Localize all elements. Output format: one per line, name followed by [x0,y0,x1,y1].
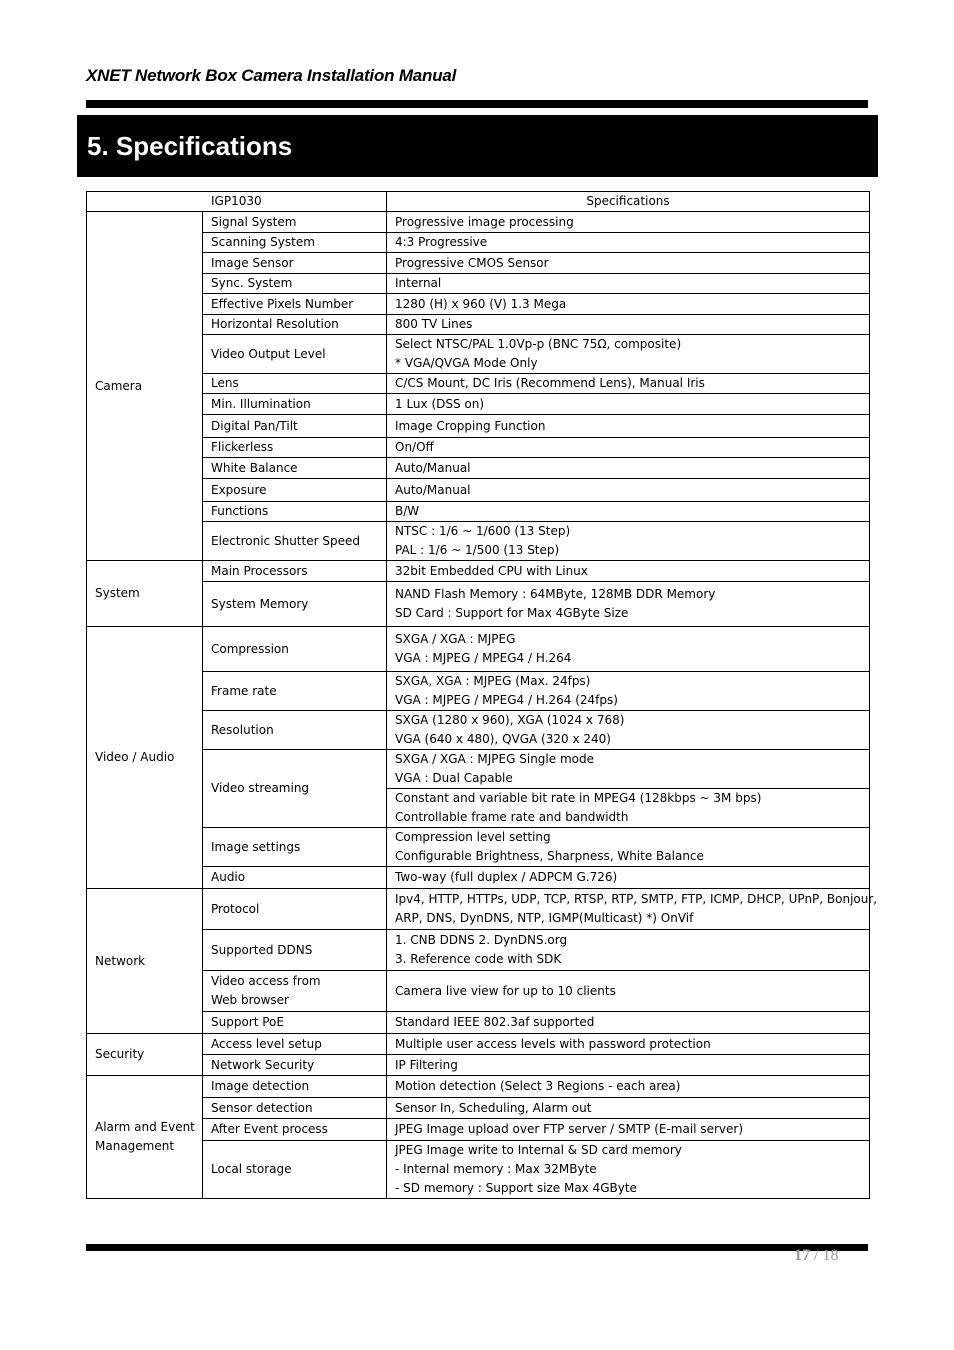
spec-value: Auto/Manual [387,458,870,479]
spec-value-line: - SD memory : Support size Max 4GByte [395,1181,637,1195]
table-row [87,561,870,582]
table-row [87,711,870,750]
spec-value [387,627,870,672]
spec-value: Sensor In, Scheduling, Alarm out [387,1098,870,1119]
spec-header: Specifications [387,192,870,212]
spec-value: JPEG Image upload over FTP server / SMTP (E-mail server) [387,1119,870,1141]
table-row [87,750,870,789]
spec-value [387,672,870,711]
spec-item: After Event process [203,1119,387,1141]
spec-item: Video Output Level [203,335,387,374]
spec-item: Digital Pan/Tilt [203,415,387,438]
table-row [87,1055,870,1076]
spec-item: Network Security [203,1055,387,1076]
table-row [87,502,870,522]
category-network: Network [87,889,203,1034]
category-line: Alarm and Event [95,1120,195,1134]
table-row [87,971,870,1012]
page-current: 17 [794,1247,810,1264]
spec-item: Compression [203,627,387,672]
spec-item: Image detection [203,1076,387,1098]
spec-value [387,750,870,789]
spec-value-line: ARP, DNS, DynDNS, NTP, IGMP(Multicast) *) OnVif [395,911,694,925]
spec-value-line: SXGA, XGA : MJPEG (Max. 24fps) [395,674,591,688]
spec-value: Multiple user access levels with password protection [387,1034,870,1055]
spec-value: B/W [387,502,870,522]
spec-value: On/Off [387,438,870,458]
spec-item: Support PoE [203,1012,387,1034]
spec-value: 1 Lux (DSS on) [387,394,870,415]
category-camera: Camera [87,212,203,561]
spec-value-line: Select NTSC/PAL 1.0Vp-p (BNC 75Ω, composite) [395,337,682,351]
spec-value: 1280 (H) x 960 (V) 1.3 Mega [387,294,870,315]
table-row [87,672,870,711]
spec-value-line: JPEG Image write to Internal & SD card memory [395,1143,682,1157]
spec-value-line: VGA : MJPEG / MPEG4 / H.264 [395,651,572,665]
spec-item: Min. Illumination [203,394,387,415]
spec-value-line: SXGA / XGA : MJPEG Single mode [395,752,594,766]
table-row [87,1034,870,1055]
spec-value-line: Controllable frame rate and bandwidth [395,810,629,824]
table-row [87,335,870,374]
table-row [87,394,870,415]
table-row [87,627,870,672]
spec-value: Standard IEEE 802.3af supported [387,1012,870,1034]
table-row [87,582,870,627]
specifications-table [86,191,878,1199]
table-row [87,374,870,394]
spec-value: Progressive image processing [387,212,870,233]
section-title: 5. Specifications [87,131,293,161]
spec-item: Flickerless [203,438,387,458]
table-row [87,867,870,889]
spec-item: Scanning System [203,233,387,253]
category-alarm-event [87,1076,203,1199]
page-number [794,1247,838,1265]
spec-value [387,1141,870,1199]
spec-item-line: Web browser [211,993,289,1007]
spec-value: 4:3 Progressive [387,233,870,253]
spec-item: Effective Pixels Number [203,294,387,315]
table-row [87,1119,870,1141]
spec-value-line: 3. Reference code with SDK [395,952,562,966]
spec-item: Signal System [203,212,387,233]
spec-value-line: Compression level setting [395,830,551,844]
spec-item [203,971,387,1012]
spec-value [387,930,870,971]
section-banner [77,115,878,177]
table-row [87,1076,870,1098]
spec-item: Video streaming [203,750,387,828]
spec-item: Image Sensor [203,253,387,274]
spec-item: Functions [203,502,387,522]
spec-item: Sync. System [203,274,387,294]
table-row [87,438,870,458]
spec-item: Audio [203,867,387,889]
spec-item: Access level setup [203,1034,387,1055]
footer-rule [86,1244,868,1251]
spec-item: Exposure [203,479,387,502]
spec-value-line: Constant and variable bit rate in MPEG4 (128kbps ~ 3M bps) [395,791,762,805]
spec-value [387,522,870,561]
table-header-row [87,192,870,212]
page-total: 18 [822,1247,839,1264]
spec-value: Auto/Manual [387,479,870,502]
spec-value-line: VGA (640 x 480), QVGA (320 x 240) [395,732,611,746]
table-row [87,458,870,479]
spec-value: Two-way (full duplex / ADPCM G.726) [387,867,870,889]
table-row [87,233,870,253]
spec-item: Lens [203,374,387,394]
spec-item: Main Processors [203,561,387,582]
spec-value-line: - Internal memory : Max 32MByte [395,1162,597,1176]
category-system: System [87,561,203,627]
spec-value: Progressive CMOS Sensor [387,253,870,274]
spec-item: Local storage [203,1141,387,1199]
spec-value-line: NAND Flash Memory : 64MByte, 128MB DDR Memory [395,587,716,601]
spec-value [387,889,878,930]
spec-value [387,582,870,627]
spec-value-line: SXGA (1280 x 960), XGA (1024 x 768) [395,713,625,727]
document-title: XNET Network Box Camera Installation Manual [86,66,457,85]
table-row [87,930,870,971]
spec-value: 32bit Embedded CPU with Linux [387,561,870,582]
header-rule [86,100,868,108]
spec-value: Camera live view for up to 10 clients [387,971,870,1012]
spec-value [387,828,870,867]
category-security: Security [87,1034,203,1076]
table-row [87,415,870,438]
table-row [87,212,870,233]
spec-value [387,335,870,374]
spec-value-line: Ipv4, HTTP, HTTPs, UDP, TCP, RTSP, RTP, SMTP, FTP, ICMP, DHCP, UPnP, Bonjour, [395,892,878,906]
spec-item: System Memory [203,582,387,627]
table-row [87,315,870,335]
spec-item: Frame rate [203,672,387,711]
spec-item: Electronic Shutter Speed [203,522,387,561]
table-row [87,889,870,930]
spec-item: Supported DDNS [203,930,387,971]
table-row [87,479,870,502]
spec-value: Image Cropping Function [387,415,870,438]
table-row [87,828,870,867]
table-row [87,1012,870,1034]
spec-value: 800 TV Lines [387,315,870,335]
spec-value-line: NTSC : 1/6 ~ 1/600 (13 Step) [395,524,571,538]
spec-value [387,789,870,828]
spec-item: Horizontal Resolution [203,315,387,335]
category-video-audio: Video / Audio [87,627,203,889]
category-line: Management [95,1139,175,1153]
spec-value: IP Filtering [387,1055,870,1076]
spec-item: Sensor detection [203,1098,387,1119]
spec-value-line: PAL : 1/6 ~ 1/500 (13 Step) [395,543,560,557]
spec-value [387,711,870,750]
page-separator: / [810,1247,823,1264]
spec-item: Protocol [203,889,387,930]
spec-value-line: SXGA / XGA : MJPEG [395,632,516,646]
table-row [87,1141,870,1199]
spec-value-line: VGA : Dual Capable [395,771,513,785]
spec-value: Internal [387,274,870,294]
spec-item-line: Video access from [211,974,321,988]
spec-value: C/CS Mount, DC Iris (Recommend Lens), Manual Iris [387,374,870,394]
spec-value-line: Configurable Brightness, Sharpness, White Balance [395,849,704,863]
table-row [87,274,870,294]
spec-value-line: VGA : MJPEG / MPEG4 / H.264 (24fps) [395,693,618,707]
spec-value-line: 1. CNB DDNS 2. DynDNS.org [395,933,568,947]
spec-item: Resolution [203,711,387,750]
table-row [87,253,870,274]
spec-item: White Balance [203,458,387,479]
spec-value-line: * VGA/QVGA Mode Only [395,356,538,370]
model-header: IGP1030 [87,192,387,212]
spec-value: Motion detection (Select 3 Regions - each area) [387,1076,870,1098]
table-row [87,294,870,315]
table-row [87,522,870,561]
spec-value-line: SD Card : Support for Max 4GByte Size [395,606,629,620]
spec-item: Image settings [203,828,387,867]
table-row [87,1098,870,1119]
